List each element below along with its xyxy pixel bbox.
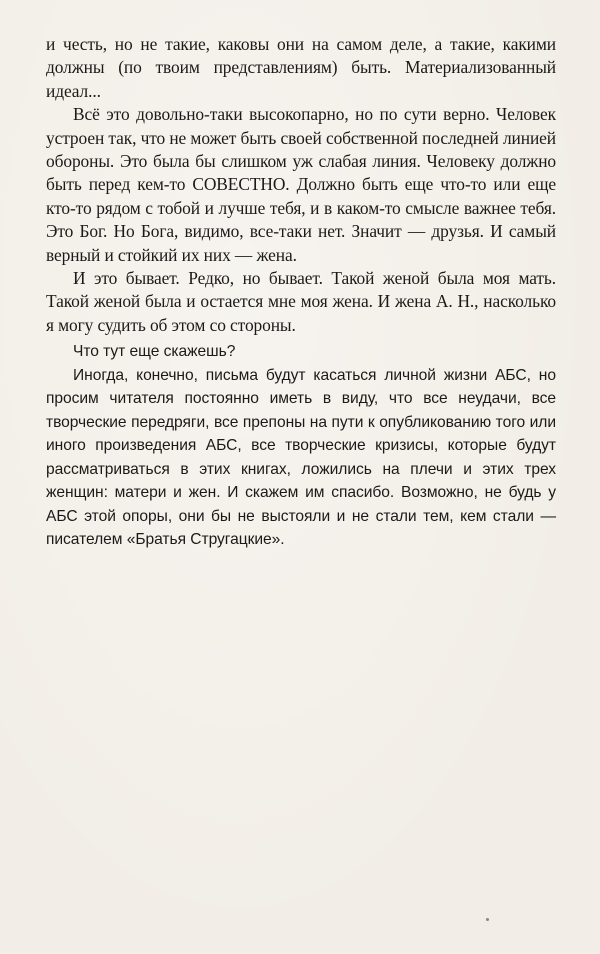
- commentary-paragraph: Иногда, конечно, письма будут касаться личной жизни АБС, но просим читателя постоянно иметь в виду, что все неудачи, все творческие передряги, все препоны на пути к опубликованию того или иного произведения АБС, все творческие кризисы, которые будут рассматриваться в этих книгах, ложились на плечи и этих трех женщин: матери и жен. И скажем им спасибо. Возможно, не будь у АБС этой опоры, они бы не выстояли и не стали тем, кем стали — писателем «Братья Стругацкие».: [46, 366, 556, 548]
- quote-paragraph: Всё это довольно-таки высокопарно, но по сути верно. Человек устроен так, что не может быть своей собственной последней линией обороны. Это была бы слишком уж слабая линия. Человеку должно быть перед кем-то СОВЕСТНО. Должно быть еще что-то или еще кто-то рядом с тобой и лучше тебя, и в каком-то смысле важнее тебя. Это Бог. Но Бога, видимо, все-таки нет. Значит — друзья. И самый верный и стойкий их них — жена.: [46, 104, 556, 265]
- quote-paragraph: и честь, но не такие, каковы они на самом деле, а такие, какими должны (по твоим представлениям) быть. Материализованный идеал...: [46, 34, 556, 101]
- commentary-paragraph: Что тут еще скажешь?: [73, 343, 236, 360]
- commentary-text: [46, 340, 556, 552]
- quoted-letter-text: [46, 33, 556, 337]
- quote-paragraph: И это бывает. Редко, но бывает. Такой женой была моя мать. Такой женой была и остается мне моя жена. И жена А. Н., насколько я могу судить об этом со стороны.: [46, 268, 556, 335]
- paper-speck: [486, 918, 489, 921]
